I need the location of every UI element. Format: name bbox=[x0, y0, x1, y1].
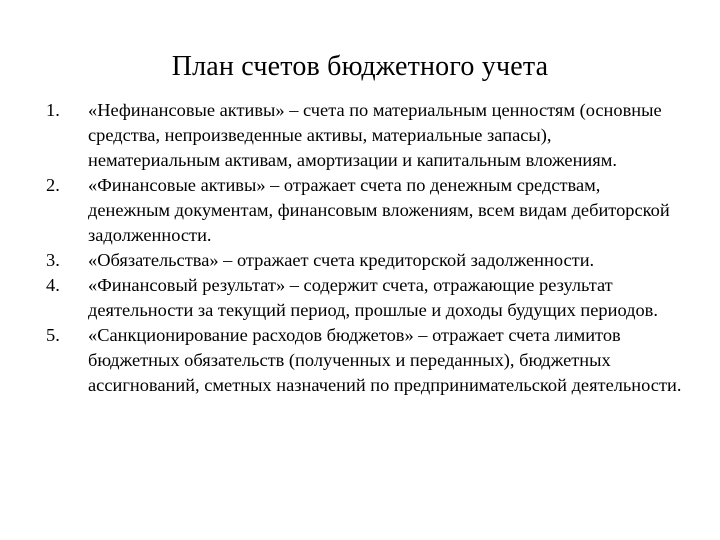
list-item bbox=[46, 273, 686, 323]
list-item-number: 5. bbox=[46, 325, 60, 345]
list-item bbox=[46, 248, 686, 273]
list-item-text: «Обязательства» – отражает счета кредиторской задолженности. bbox=[88, 250, 595, 270]
list-item bbox=[46, 173, 686, 248]
list-item-text: «Санкционирование расходов бюджетов» – отражает счета лимитов бюджетных обязательств (полученных и переданных), бюджетных ассигнований, сметных назначений по предпринимательской деятельности. bbox=[88, 325, 682, 395]
list-item-text: «Нефинансовые активы» – счета по материальным ценностям (основные средства, непроизведенные активы, материальные запасы), нематериальным активам, амортизации и капитальным вложениям. bbox=[88, 100, 662, 170]
list-item-number: 4. bbox=[46, 275, 60, 295]
accounts-list bbox=[46, 98, 686, 398]
list-item-text: «Финансовый результат» – содержит счета, отражающие результат деятельности за текущий период, прошлые и доходы будущих периодов. bbox=[88, 275, 658, 320]
list-item-text: «Финансовые активы» – отражает счета по денежным средствам, денежным документам, финансовым вложениям, всем видам дебиторской задолженности. bbox=[88, 175, 670, 245]
list-item-number: 1. bbox=[46, 100, 60, 120]
list-item-number: 3. bbox=[46, 250, 60, 270]
list-item-number: 2. bbox=[46, 175, 60, 195]
list-item bbox=[46, 98, 686, 173]
list-item bbox=[46, 323, 686, 398]
slide-title: План счетов бюджетного учета bbox=[171, 51, 549, 82]
